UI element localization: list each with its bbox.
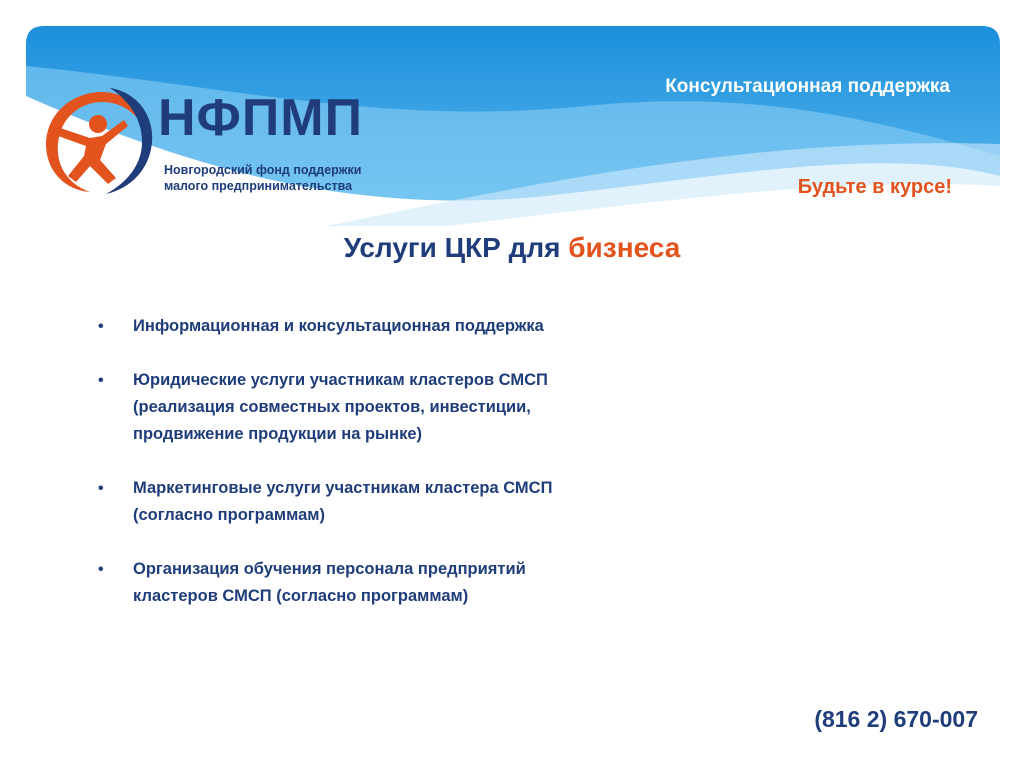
- logo-abbreviation: НФПМП: [158, 89, 364, 147]
- header-title: Консультационная поддержка: [665, 76, 950, 97]
- slide-title-accent: бизнеса: [568, 232, 681, 263]
- services-list: [98, 313, 588, 637]
- running-man-icon: [40, 86, 160, 196]
- list-item-text: Информационная и консультационная поддержка: [133, 317, 544, 335]
- list-item-text: Юридические услуги участникам кластеров СМСП (реализация совместных проектов, инвестиции, продвижение продукции на рынке): [133, 371, 548, 443]
- bullet-icon: •: [98, 318, 104, 335]
- list-item: [98, 475, 588, 529]
- list-item: [98, 313, 588, 340]
- bullet-icon: •: [98, 561, 104, 578]
- tagline: Будьте в курсе!: [797, 176, 952, 198]
- phone-number: (816 2) 670-007: [814, 706, 978, 732]
- logo: [40, 86, 400, 196]
- list-item: [98, 556, 588, 610]
- slide-title-main: Услуги ЦКР для: [343, 232, 561, 263]
- list-item-text: Организация обучения персонала предприятий кластеров СМСП (согласно программам): [133, 560, 526, 605]
- bullet-icon: •: [98, 480, 104, 497]
- list-item: [98, 367, 588, 448]
- slide-title: [0, 232, 1024, 264]
- logo-subtitle-line1: Новгородский фонд поддержки: [164, 163, 362, 177]
- logo-subtitle-line2: малого предпринимательства: [164, 179, 353, 193]
- list-item-text: Маркетинговые услуги участникам кластера СМСП (согласно программам): [133, 479, 553, 524]
- logo-subtitle: [164, 162, 361, 194]
- bullet-icon: •: [98, 372, 104, 389]
